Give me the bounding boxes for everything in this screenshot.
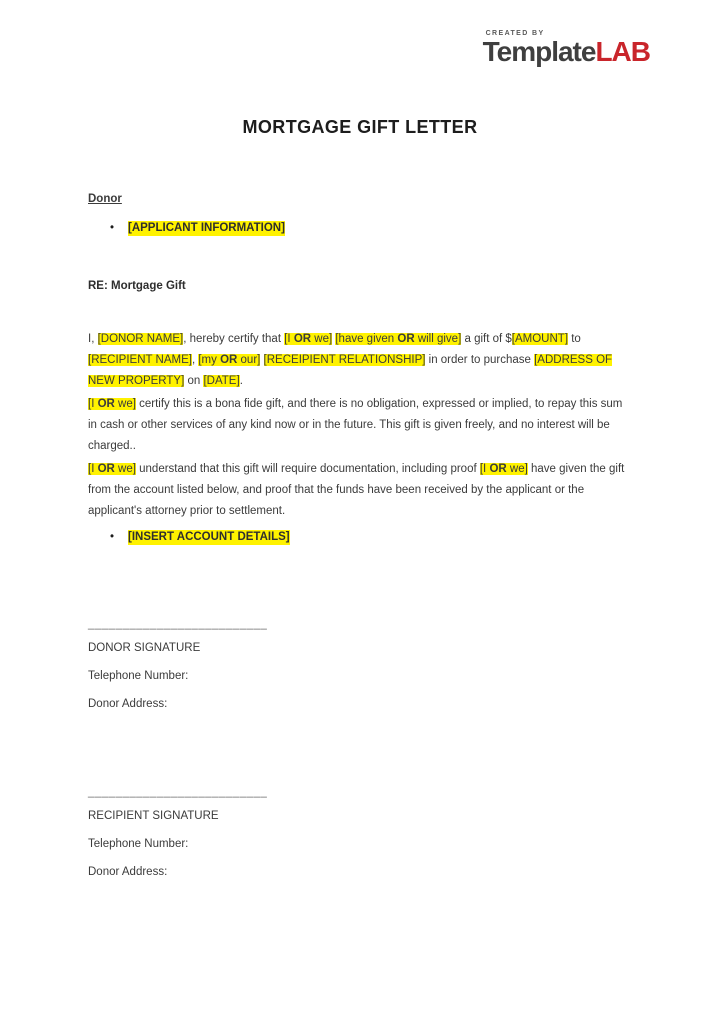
body-paragraph-bona-fide: [I OR we] certify this is a bona fide gift, and there is no obligation, expressed or implied, to repay this sum in cash or other services of any kind now or in the future. This gift is given freely, and no interest will be charged.. [88,398,623,452]
donor-section-heading: Donor [88,193,122,205]
recipient-signature-label: RECIPIENT SIGNATURE [88,810,219,822]
page-title: MORTGAGE GIFT LETTER [242,117,478,137]
logo-brand-accent: LAB [595,36,650,67]
body-paragraph-gift-statement: I, [DONOR NAME], hereby certify that [I OR we] [have given OR will give] a gift of $[AMOUNT] to [RECIPIENT NAME], [my OR our] [RECEIPIENT RELATIONSHIP] in order to purchase [ADDRESS OF NEW PROPERTY] on [DATE]. [88,333,613,387]
recipient-telephone-label: Telephone Number: [88,838,189,850]
re-subject-line: RE: Mortgage Gift [88,280,186,292]
donor-signature-line: __________________________ [88,618,268,630]
donor-signature-label: DONOR SIGNATURE [88,642,201,654]
logo-brand-text [483,38,650,66]
recipient-signature-block [88,785,632,879]
logo-created-by-text: CREATED BY [485,30,545,37]
bullet-icon: • [110,222,115,234]
donor-address-label: Donor Address: [88,698,168,710]
donor-telephone-label: Telephone Number: [88,670,189,682]
applicant-information-placeholder: [APPLICANT INFORMATION] [128,222,285,234]
body-paragraph-documentation: [I OR we] understand that this gift will require documentation, including proof [I OR we] have given the gift from the account listed below, and proof that the funds have been received by the applicant or the applicant's attorney prior to settlement. [88,463,625,517]
templatelab-logo [483,30,650,66]
recipient-signature-line: __________________________ [88,786,268,798]
donor-signature-block [88,617,632,711]
bullet-icon: • [110,531,115,543]
account-details-placeholder: [INSERT ACCOUNT DETAILS] [128,531,290,543]
logo-brand-main: Template [482,36,596,67]
account-details-bullet [88,530,632,545]
recipient-address-label: Donor Address: [88,866,168,878]
applicant-information-bullet [88,221,632,236]
